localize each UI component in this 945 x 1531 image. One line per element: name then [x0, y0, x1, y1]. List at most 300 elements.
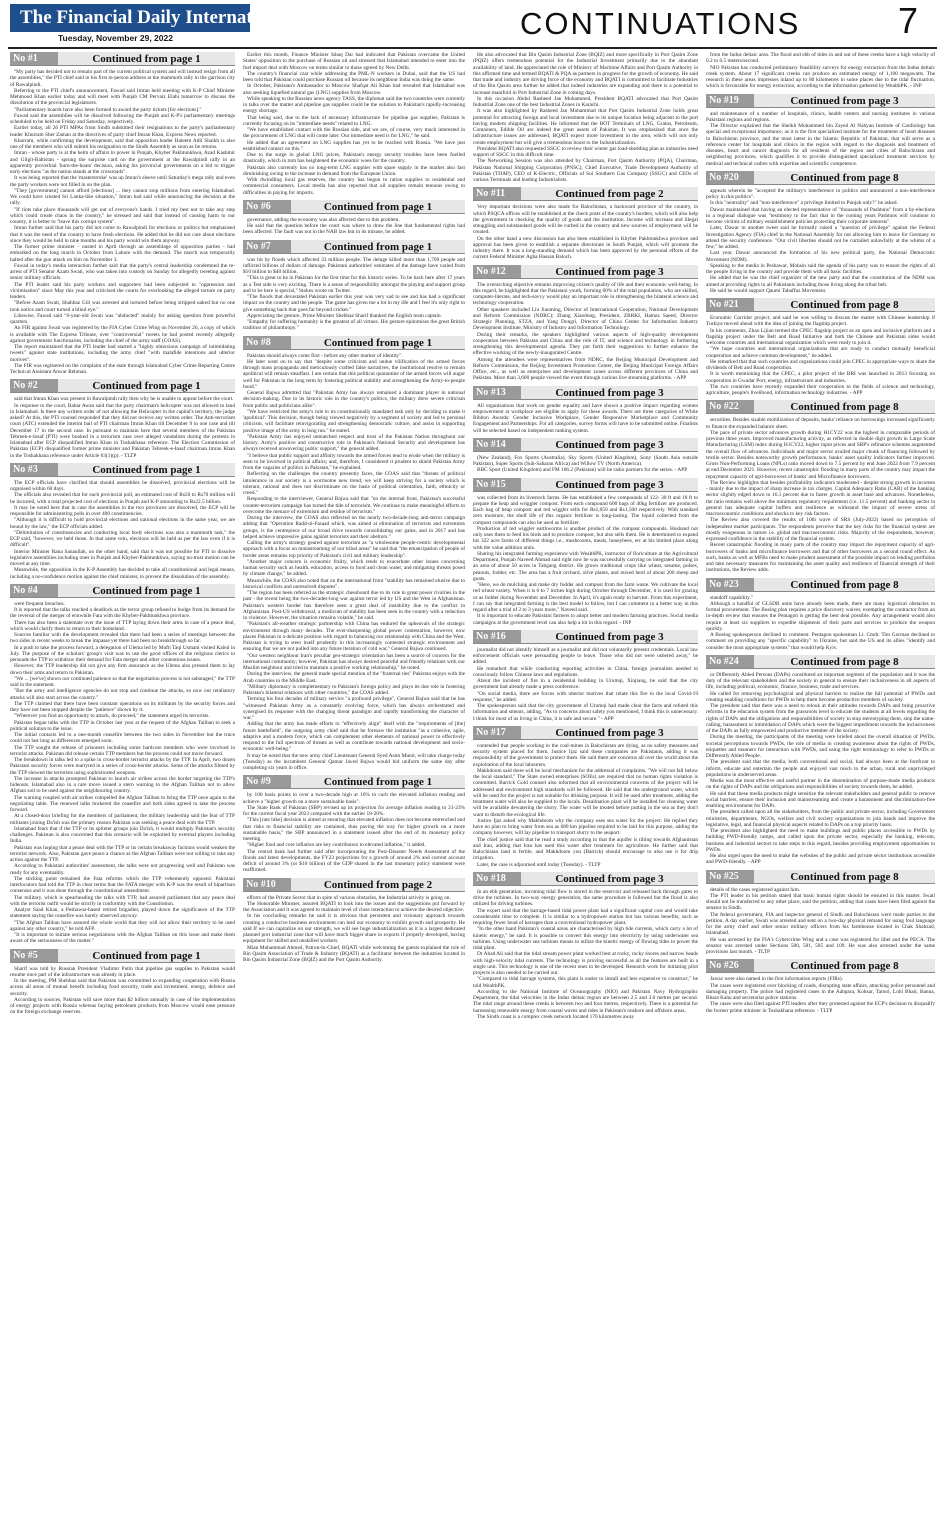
paragraph: Imran further said that his party did not come to Rawalpindi for elections or politics but emphasised that it was the need of the country to have fresh elections. He added that he did not care about elections since they would be held in nine months and his party would win them anyway.: [10, 225, 235, 244]
paragraph: "We have established contact with the Russian side, and we are, of course, very much interested in the procurement of LNG that will come later. Our immediate need is for LNG," he said.: [243, 127, 465, 140]
article-body: [243, 52, 465, 196]
paragraph: The Review highlights that besides profitability indicators moderated - despite strong growth in incomes - mainly due to the impact of sharp increase in tax charges. Capital Adequacy Ratio (CAR) of the banking sector slightly edged down to 16.1 percent due to faster growth in asset base and advances. Nonetheless, the ratio remains well above the minimum regulatory requirement (i.e. 11.5 percent) and banking sector in general has adequate capital buffers and resilience as withstand the impact of severe stress of macroeconomic conditions and shocks to key risk factors.: [706, 479, 935, 517]
paragraph: The Networking Session was also attended by Chairman, Port Qasim Authority (PQA), Chairman, Pakistan National Shipping Corporation (PNSC), Chief Executive, Trade Development Authority of Pakistan (TDAP), CEO of K-Electric, Officials of Sui Southern Gas Company (SSGC) and CEOs of various Terminals and leading Industrialists.: [473, 158, 698, 183]
paragraph: securities. Besides sizable mobilization of deposits, banks' reliance on borrowings increased significantly to finance the expanded balance sheet.: [706, 417, 935, 430]
article-body: [473, 52, 698, 183]
continued-from-label: Continued from page 1: [58, 463, 235, 476]
article-number: No #5: [10, 949, 58, 962]
paragraph: He said he would support Qaumi Tahaffuz Movement.: [710, 287, 827, 294]
article-header: [243, 240, 465, 254]
paragraph: The military, which is spearheading the talks with TTP, had assured parliament that any peace deal with the terrorist outfit would be strictly in conformity with the Constitution.: [10, 894, 235, 907]
paragraph: He remarked that that such countries and organizations could join CPEC in appropriate ways to share the dividends of Belt and Road cooperation.: [706, 358, 935, 371]
paragraph: In his comments, Zhao Lijian termed the CPEC flagship project as an open and inclusive platform and a flagship project under the Belt and Road Initiative and both the Chinese and Pakistani sides would welcome countries and international organization which were ready to join it.: [706, 327, 935, 346]
paragraph: The pace of private sector advances growth during H1CY22 was the highest in comparable periods of previous three years. Improved manufacturing activity, as reflected in double digit growth in Large Scale Manufacturing (LSM) index during H1CY22, higher input prices and SBP's refinance schemes augmented the overall flow of advances. Individuals and major sector availed major chunk of financing followed by textile sector. Besides noteworthy growth performance, banks' asset quality indicators further improved. Gross Non-Performing Loans (NPLs) ratio moved down to 7.5 percent by end June 2022 from 7.9 percent at end December 2021. However, recent catastrophic flooding in many parts of the country may impact the repayment capacity of agri-borrowers of banks' and Microfinance borrowers.: [706, 429, 935, 480]
article: [243, 240, 465, 332]
article-number: No #16: [473, 630, 521, 643]
article-number: No #22: [706, 400, 754, 413]
paragraph: "Compared to tidal barrage systems, this plant is easier to install and less expensive to construct," he told WealthPK.: [473, 976, 698, 989]
article-number: No #11: [473, 187, 521, 200]
article-header: [243, 336, 465, 350]
paragraph: It was also highlighted by Rasheed Jan Mohammad that Port Qasim Industrial Zone holds great potential for attracting foreign and local investment due to its unique location being adjacent to the port having modern shipping facilities. He informed that the BOT Terminals of LNG, Grains, Petroleum, Containers, Edible Oil are indeed the great assets of Pakistan. It was emphasized that once the infrastructure issues are addressed, BQATI expect more investment in the area, which will not only create employment but will give a tremendous boost to the Industrialization.: [473, 108, 698, 146]
article-header: [243, 200, 465, 214]
paragraph: It was being reported that the 'masterstroke' was up Imran's sleeve until Saturday's mega rally and even the party workers were not filled in on the plan.: [10, 175, 235, 188]
continued-from-label: Continued from page 2: [521, 187, 698, 200]
continued-from-label: Continued from page 8: [754, 578, 935, 591]
paragraph: "But the army and intelligence agencies do not stop and continue the attacks, so now our retaliatory attacks will also start across the country.": [10, 688, 235, 701]
paragraph: "In the other hand Pakistan's coastal areas are characterised by high tide currents, which carry a lot of kinetic energy," he said. It is possible to convert this energy into electricity by using underwater sea turbines. Using underwater sea turbines means to utilize the kinetic energy of flowing tides to power the tidal plant.: [473, 926, 698, 951]
paragraph: The ECP officials have clarified that should assemblies be dissolved, provincial elections will be organised within 60 days.: [10, 479, 235, 492]
paragraph: The FIR was registered on the complaint of the state through Islamabad Cyber Crime Reporting Centre Technical Assistant Anwar Rehman.: [10, 362, 235, 375]
article-body: [473, 455, 698, 474]
paragraph: Imran - whose party is at the helm of affairs in power in Punjab, Khyber Pakhtunkhwa, Azad Kashmir and Gilgit-Baltistan - sprung the surprise card on the government at the Rawalpindi rally in an apparently proverbial 'burn-the-boats' decision, asking his provincial governments on a bid to trigger early elections "as the nation stands at the crossroads".: [10, 150, 235, 175]
paragraph: Later, the case is adjourned until today (Tuesday). - TLTP: [477, 861, 601, 868]
paragraph: Is this "neutrality" and "non-interference" a privilege limited to Punjab only?" he asked.: [710, 200, 898, 207]
paragraph: governance, adding the economy was also affected due to this problem.: [247, 216, 400, 223]
paragraph: All organisations that work on gender equality and have shown a positive impact regarding women empowerment at workplace are eligible to apply for these awards. There are three categories of White Ribbon Awards: Gender Inclusive Workplace, Gender Responsive Marketplace and Community Engagement and Partnerships. For all categories, survey forms will have to be submitted online. Finalists will be selected based on independent ranking system.: [473, 402, 698, 434]
paragraph: In an ebb generation, incoming tidal flow is stored in the reservoir and released back through gates to drive the turbines. In two-way energy generation, the same procedure is followed but the flood is also utilized for driving turbines.: [473, 888, 698, 908]
article-number: No #4: [10, 584, 58, 597]
paragraph: Fawad said the assemblies will be dissolved following the Punjab and K-P's parliamentary meetings scheduled to be held on Friday and Saturday, respectively.: [10, 112, 235, 125]
paragraph: Pakistan was hoping that a peace deal with the TTP or its certain breakaway factions would weaken the terrorist network. Also, Pakistan gave peace a chance as the Afghan Taliban were not willing to take any action against the TTP.: [10, 844, 235, 863]
continued-from-label: Continued from page 3: [521, 726, 698, 739]
paragraph: He added that an agreement on LNG supplies has yet to be reached with Russia. "We have just established contact on this.": [243, 139, 465, 152]
paragraph: Islamabad fears that if the TTP or its splinter groups join Da'ish, it would multiply Pakistan's security challenges. Pakistan is also concerned that this scenario will be exploited by external players including India.: [10, 825, 235, 845]
article: [706, 52, 935, 90]
paragraph: The sticking point remained the Fata reforms which the TTP vehemently opposed. Pakistani interlocutors had told the TTP in clear terms that the FATA merger with K-P was the result of bipartisan consensus and it was done through the constitutional amendment.: [10, 875, 235, 895]
paragraph: "They [government] cannot afford [elections] ... they cannot stop millions from entering Islamabad. We could have created Sri Lanka-like situation," Imran had said while announcing the decision at the rally.: [10, 187, 235, 207]
continued-from-label: Continued from page 3: [521, 386, 698, 399]
issue-date: Tuesday, November 29, 2022: [58, 33, 173, 43]
paragraph: The two countries have recently expanded their cooperation to the fields of science and technology, agriculture, people's livelihood, information technology industries. - APP: [706, 383, 935, 396]
paragraph: Earlier today, all 26 PTI MPAs from Sindh submitted their resignations to the party's parliamentary leader Khurram Sher Zaman at the directives of party chief Imran Khan, Express News reported.: [10, 125, 235, 138]
article-header: [473, 630, 698, 644]
paragraph: "If riots take place thousands will get out of everyone's hands. I tried my best not to take any step which could create chaos in the country," he stressed and said that instead of causing harm to our country, it is better to "leave this corrupt system".: [10, 206, 235, 225]
article: [706, 400, 935, 573]
paragraph: Pakistan should always come first - before any other marker of identity".: [247, 352, 403, 359]
article-number: No #26: [706, 959, 754, 972]
paragraph: The increase in attacks prompted Pakistan to launch air strikes across the border targeting the TTP's hideouts. Islamabad also in a rare move issued a stern warning to the Afghan Taliban not to allow Afghan soil to be used against the neighbouring country.: [10, 775, 235, 795]
article-header: [706, 870, 935, 884]
article: [706, 171, 935, 294]
paragraph: The officials also revealed that for each provincial poll, an estimated cost of Rs50 to Rs70 million will be incurred, with a total projected cost of elections in Punjab and K-P amounting to Rs22.5 billion.: [10, 492, 235, 505]
page-number: 7: [898, 0, 919, 41]
paragraph: The Honorable Minister, assured BQATI to look into the issues and the suggestions put forward by the Association and it was agreed to maintain level of close interaction to achieve the desired objective.: [243, 900, 465, 913]
article-body: [10, 480, 235, 580]
paragraph: "It is important to initiate serious negotiations with the Afghan Taliban on this issue and make them aware of the seriousness of the matter.": [10, 932, 235, 945]
paragraph: Economic Corridor project, and said he was willing to discuss the matter with Chinese leadership if Turkiye moved ahead with the idea of joining the flagship project.: [706, 315, 935, 328]
article-header: [706, 655, 935, 669]
continued-from-label: Continued from page 1: [58, 379, 235, 392]
continued-from-label: Continued from page 1: [58, 949, 235, 962]
paragraph: Justice Ijaz asked why Makhdoom why the company uses sea water for the project. He replied they have no plan to bring water from sea as 680 km pipeline required to be laid for this purpose, adding the company however, will lay pipeline to transport slurry to the seaport.: [473, 817, 698, 837]
continued-from-label: Continued from page 8: [754, 655, 935, 668]
paragraph: The overarching objective remains improving citizen's quality of life and their economic well-being. In this regard, he highlighted that the Pakistani youth, forming 60% of the total population, who are skilled, computer-literate, and tech-savvy would play an important role in strengthening the bilateral science and technology cooperation.: [473, 281, 698, 307]
article-header: [706, 400, 935, 414]
paragraph: "Parliamentary boards have also been formed to award the party tickets [for elections].": [14, 106, 202, 113]
paragraph: The chief justice said that he read a study according to that the aquifer is tilting towards Afghanistan and Iran, adding that Iran has used this water after treatment for agriculture. He further said that Balochistan land is fertile, and Makhdoom you (Barrick) should encourage to also use it for drip irrigation.: [473, 836, 698, 862]
article-body: [243, 792, 465, 873]
paragraph: In the meeting, PM Shehbaz said that Pakistan was committed to expanding cooperation with Russia across all areas of mutual benefit including food security, trade and investment, energy, defence and security.: [10, 978, 235, 997]
paragraph: "Although it is difficult to hold provincial elections and national elections in the same year, we are bound by the law," the ECP officials added.: [10, 517, 235, 530]
paragraph: said that Imran Khan was present in Rawalpindi rally then why he is unable to appear before the court.: [14, 396, 234, 403]
paragraph: It is worth mentioning that the CPEC, a pilot project of the BRI was launched in 2013 focusing on cooperation in Gwadar Port, energy, infrastructure and industries.: [706, 371, 935, 384]
paragraph: Although a handful of GLSDB units have already been made, there are many logistical obstacles to formal procurement. The Boeing plan requires a price discovery waiver, exempting the contractor from an in-depth review that ensures the Pentagon is getting the best deal possible. Any arrangement would also require at least six suppliers to expedite shipments of their parts and services to produce the weapon quickly.: [706, 600, 935, 632]
article: [473, 386, 698, 434]
article-body: [473, 204, 698, 260]
paragraph: He said that the question before the court was where to draw the line that fundamental rights had been affected. The fault was not in the NAB law but in its misuse, he added.: [243, 223, 465, 236]
article-header: [473, 726, 698, 740]
article-body: [473, 403, 698, 434]
continued-from-label: Continued from page 2: [291, 878, 465, 891]
article: [10, 949, 235, 1016]
article-body: [706, 887, 935, 956]
paragraph: The TTP sought the release of prisoners including some hardcore members who were involved in terrorist attacks. Pakistan did release certain TTP members but the process could not move forward.: [10, 744, 235, 757]
paragraph: Dawar maintained that having an elected representative of "thousands of Pashtuns" from a by-elections to a regional dialogue was "testimony to the fact that in the coming years Pashtuns will continue to become victims of military establishment policies protecting their corporate interests".: [706, 206, 935, 225]
paragraph: was hit by floods which affected 33 million people. The deluge killed more than 1,700 people and inflicted billions of dollars of damage. Pakistani authorities' estimates of the damage have varied from $10 billion to $40 billion.: [243, 256, 465, 275]
paragraph: "We hope countries and international organizations that are ready to conduct mutually beneficial cooperation and achieve common development," he added.: [706, 346, 935, 359]
article-header: [706, 578, 935, 592]
paper-title: The Financial Daily International: [10, 4, 250, 32]
paragraph: Makhdoom said there will be local mechanism for the addressal of complaints. "We will not fall below the local standard." The State owned enterprises (SOEs) are required that no human rights violation is committed. Barrick Gold counsel also informed that all environmental concerns of the project will be addressed and environment high standards will be followed. He said that the underground water, which will be used for the project is not suitable for drinking purpose. It will be used after treatment, adding the treatment water will also be supplied to the locals. Desalination plant will be installed for cleaning water will be available dewatering the slurry. The water will be treated before putting in the sea as they don't want to disturb the ecological life.: [473, 767, 698, 818]
paragraph: He was arrested by the FIA's Cybercrime Wing and a case was registered for libel and the PECA. The senator was arrested under Sections 500, 501, 505 and 109. He was also arrested under the same provisions last month. - TLTP: [706, 936, 935, 955]
paragraph: from the Indus deltaic area. The flood and ebb of tides in and out of these creeks have a high velocity of 0.2 to 0.5 meters/second.: [706, 52, 935, 65]
article: [243, 336, 465, 772]
article-body: [473, 743, 698, 868]
paragraph: journalist did not identify himself as a journalist and did not voluntarily present credentials. Local law enforcement officials were persuading people to leave. Those who did not were ushered away," he added.: [473, 646, 698, 666]
paragraph: It is important to educate Pakistani farmers to adopt better and modern farming practices. Social media campaigns at the government level can also help a lot in this regard. - INP: [473, 613, 698, 626]
paragraph: "We have restricted the army's role to its constitutionally mandated task only by deciding to make it 'apolitical'. This decision, though being viewed negatively by a segment of society and led to personal criticism, will facilitate reinvigorating and strengthening democratic culture, and assist in supporting positive image of the army in long run." he stated.: [243, 408, 465, 434]
paragraph: Terming his four decades of military service "a profound privilege", General Bajwa said that he has "witnessed Pakistan Army as a constantly evolving force, which has always orchestrated and synergised its response with the changing threat paradigm and rapidly transforming the character of war.": [243, 696, 465, 721]
article: [10, 584, 235, 945]
paragraph: However, the TTP leadership did not give any firm assurance as the Ulema also pressed them to lay down their arms and return to Pakistan.: [10, 663, 235, 676]
paragraph: Meanwhile, the opposition in the K-P Assembly has decided to take all constitutional and legal means, including a no-confidence motion against the chief minister, to prevent the dissolution of the assembly.: [10, 567, 235, 580]
paragraph: An FIR against Swati was registered by the FIA Cyber Crime Wing on November 26, a copy of which is available with The Express Tribune, over "controversial" tweets he had posted recently allegedly against government functionaries, including the chief of the army staff (COAS).: [10, 325, 235, 344]
paragraph: According to the National Institute of Oceanography (NIO) and Pakistan Navy Hydrographic Department, the tidal velocities in the Indus deltaic region are between 2.5 and 3.0 metres per second. The tidal range around these creeks is between two and four metres, respectively. There is a potential for harnessing renewable energy from coastal waves and tides in Pakistan's onshore and offshore areas.: [473, 988, 698, 1014]
paragraph: Reflecting on the challenges the country presently faces, the COAS said that "threats of political intolerance in our society is a worrisome new trend; we will keep striving for a society which is tolerant, rational and does not discriminate on the basis of political orientation, faith, ethnicity or creed.": [243, 471, 465, 496]
article-number: No #25: [706, 870, 754, 883]
paragraph: That being said, due to the lack of necessary infrastructure for pipeline gas supplies, Pakistan is currently focusing on its "immediate needs" related to LNG.: [243, 114, 465, 127]
article-body: [10, 396, 235, 459]
paragraph: The Review also covered the results of 10th wave of SRS (July-2022) based on perception of independent market participants. The respondents perceive that the key risks for the financial system are mostly exogenous in nature i.e. global and macroeconomic risks. Majority of the respondents, however, expressed confidence in the stability of the financial system.: [706, 517, 935, 542]
article-number: No #9: [243, 775, 291, 788]
article-header: [10, 463, 235, 477]
paragraph: "Another major concern is economic frailty, which tends to exacerbate other issues concerning human security such as health, education, access to food and clean water, and mitigating threats posed by climate change," he added.: [243, 558, 465, 578]
paragraph: "The floods that devastated Pakistan earlier this year was very sad to see and has had a significant impact on the country and the people. The game has given me a lot in my life and I feel it's only right to give something back that goes far beyond cricket.": [243, 294, 465, 313]
article-number: No #18: [473, 872, 521, 885]
paragraph: Jawaz were also named in the first information reports (FIRs).: [710, 976, 843, 983]
paragraph: Last year, Dawar announced the formation of his new political party, the National Democratic Movement (NDM).: [706, 250, 935, 263]
article-header: [473, 265, 698, 279]
article-body: [706, 976, 935, 1014]
paragraph: were frequent breaches.: [14, 600, 65, 607]
continued-from-label: Continued from page 1: [291, 775, 465, 788]
paragraph: Sharing his integrated farming experience with WealthPK, instructor of floriculture at the Agricultural Department, Punjab Naveed Ahmad said right now he was successfully carrying on integrated farming in an area of about 50 acres in Tabgang district. He grows traditional crops like wheat, sesame, pulses, peanuts, fodder, etc. The area has a fruit orchard, olive plants, and mixed herd of about 200 sheep and goats.: [473, 550, 698, 582]
article-number: No #21: [706, 298, 754, 311]
paragraph: Due to the surge in global LNG prices, Pakistan's energy security troubles have been fuelled drastically, which in turn has heightened the economic woes for the country.: [243, 152, 465, 165]
paragraph: In October, Pakistan's Ambassador to Moscow Shafqat Ali Khan had revealed that Islamabad was also seeking liquefied natural gas (LNG) supplies from Moscow.: [243, 83, 465, 96]
paragraph: "Military diplomacy is complementary to Pakistan's foreign policy and plays its due role in fostering Pakistan's bilateral relations with other countries," the COAS added.: [243, 683, 465, 696]
article: [473, 265, 698, 382]
paragraph: Dr Ahad Ali said that the tidal stream power plant worked best at rocky, rocky shores and narrow heads with high-velocity tidal currents. The technology is proving successful as all the features are built in a single unit. This technology is one of the recent ones to be developed. Research work for initiating pilot projects is also needed to be carried out.: [473, 951, 698, 976]
paragraph: Fawad in today's media interaction further said that the party's central leadership condemned the re-arrest of PTI Senator Azam Swati, who was taken into custody on Sunday for allegedly tweeting against senior military officials.: [10, 262, 235, 282]
paragraph: Pakistan also currently has no long-term LNG supplier with spare supply in the market also fast diminishing owing to the increase in demand from the European Union.: [243, 164, 465, 177]
column-3: [473, 52, 698, 1527]
paragraph: Among the attendees were representatives from NDRC, the Beijing Municipal Development and Reform Commission, the Beijing Investment Promotion Center, the Beijing Municipal Foreign Affairs Office, etc., as well as enterprises and development zones across different provinces of China and Pakistan. More than 3,600 people viewed the event through various live streaming platforms. - APP: [473, 356, 698, 382]
article-number: No #14: [473, 438, 521, 451]
article: [243, 52, 465, 196]
article-number: No #7: [243, 240, 291, 253]
article-body: [473, 495, 698, 626]
paragraph: The cases were registered over blocking of roads, disrupting state affairs, attacking police personnel and damaging property. The police had registered cases in the Aabpara, Kohsar, Tarnol, Lohi Bhair, Banna, Bhara Kahu and secretariat police stations.: [706, 982, 935, 1001]
paragraph: The Sindh coast is a complex creek network located 170 kilometres away: [477, 1013, 635, 1020]
paragraph: The president called upon all the stakeholders, from the public and private sector, including Government ministries, departments, NGOs, welfare and civil society organizations to join hands and improve the legislative, legal, and financial physical aspects related to DAPs on a top priority basis.: [706, 809, 935, 828]
paragraph: "The Afghan Taliban have assured the whole world that they will not allow their territory to be used against any other country," he told AFP.: [10, 919, 235, 932]
article: [473, 52, 698, 183]
paragraph: The PTI leader said his party workers and supporters had been subjected to "oppression and victimisation" since May this year and criticised the courts for overlooking the alleged torture on party leaders.: [10, 281, 235, 300]
section-title: CONTINUATIONS: [520, 6, 801, 41]
continued-from-label: Continued from page 3: [521, 630, 698, 643]
paragraph: details of the cases registered against him.: [710, 886, 801, 893]
article-body: [706, 188, 935, 294]
article-header: [473, 478, 698, 492]
article-header: [473, 386, 698, 400]
article: [706, 870, 935, 956]
paragraph: He said that these media products might sensitize the relevant stakeholders and general public to remove social barriers, ensure their inclusion and mainstreaming and create a harassment and discrimination-free enabling environment for DAPs.: [706, 790, 935, 809]
continued-from-label: Continued from page 3: [521, 265, 698, 278]
paragraph: "We ... [we've] shown our continued patience so that the negotiation process is not sabotaged," the TTP said in the statement.: [10, 675, 235, 688]
article: [10, 379, 235, 459]
continued-from-label: Continued from page 1: [291, 200, 465, 213]
paragraph: Calling the army's strategy geared against terrorism as "a wholesome people-centric developmental approach with a focus on mainstreaming of our tribal areas" he said that "the emancipation of people of border areas remains top priority of Pakistan's civil and military leadership".: [243, 540, 465, 559]
paragraph: and maintenance of a number of hospitals, clinics, health centers and nursing institutes in various Pakistani regions and regions.: [706, 110, 935, 123]
article-body: [10, 966, 235, 1016]
paragraph: or Differently Abled Persons (DAPs) constituted an important segment of the population and it was the duty of the relevant stakeholders and the society in general to ensure their inclusiveness in all aspects of life, including political, economic, finance, business, trade and services.: [706, 671, 935, 691]
paragraph: The breakdown in talks led to a spike in cross-border terrorist attacks by the TTP. In April, two dozen Pakistani security forces were martyred in a series of cross-border attacks. Some of the attacks filmed by the TTP showed the terrorists using sophisticated weapons.: [10, 757, 235, 776]
paragraph: Later, Dawar in another tweet said he formally raised a "question of privilege" against the Federal Investigation Agency (FIA) chief in the National Assembly for not allowing him to leave for Germany to attend the security conference. "Our civil liberties should not be curtailed unlawfully at the whims of a few," he added.: [706, 225, 935, 250]
paragraph: There has also been a stalemate over the issue of TTP laying down their arms in case of a peace deal, which would clarify them to return to their homeland.: [10, 619, 235, 632]
article-body: [10, 601, 235, 945]
paragraph: It may be noted here that in case the assemblies in the two provinces are dissolved, the ECP will be responsible for administering polls in over 400 constituencies.: [10, 504, 235, 517]
paragraph: It is reported that the talks reached a deadlock as the terror group refused to budge from its demand for the reversal of the merger of erstwhile Fata with the Khyber-Pakhtunkhwa province.: [10, 607, 235, 620]
paragraph: standoff capability.": [710, 594, 753, 601]
paragraph: He also advocated that Bin Qasim Industrial Zone (BQIZ) and more specifically in Port Qasim Zone (PQIZ) offers tremendous potential for the Industrial Investment primarily due to the abundant availability of land. He appreciated the role of Ministry of Maritime Affairs and Port Qasim Authority in this affirmed time and termed BQATI & PQA as partners in progress for the growth of economy. He said that trade and industry are driving force of the economy and BQATI is committed to facilitate Industries of the Bin Qasim area further he added that indeed industries are expanding and there is a potential to increase manifold in Port Industrial Zone in coming days.: [473, 52, 698, 96]
paragraph: Speaking to the media in Peshawar, Mohsin said the agenda of his party was to ensure the rights of all the people living in the country and provide them with all basic facilities.: [706, 262, 935, 275]
paragraph: According to sources, Pakistan will save more than $2 billion annually in case of the implementation of energy projects with Russia whereas buying petroleum products from Moscow would ease pressure on the foreign exchange reserves.: [10, 996, 235, 1016]
paragraph: Likewise, Fawad said "6-year-old Swati was "abducted" mainly for asking question from powerful quarters.: [10, 312, 235, 325]
paragraph: While speaking to the Russian news agency TASS, the diplomat said the two countries were currently in talks over the matter and pipeline gas supplies could be the solution to Pakistan's rapidly-increasing energy shortage.: [243, 95, 465, 115]
paragraph: Khurram, while confirming the development, said that opposition leader Haleem Adil Shaikh is also one of the members who will submit his resignation to the Sindh Assembly as soon as he returns.: [10, 137, 235, 150]
article-body: [10, 69, 235, 375]
article-body: [706, 52, 935, 90]
masthead-rule: [8, 47, 937, 49]
paragraph: General Bajwa admitted that "Pakistan Army has always remained a dominant player in national decision-making. Due to its historic role in the country's politics, the military drew severe criticism from public and politicians alike".: [243, 390, 465, 409]
article: [706, 298, 935, 396]
paragraph: "My party has decided not to remain part of the current political system and will instead resign from all the assemblies," the PTI chief said in his first in-person address at the mammoth rally in the garrison city of Rawalpindi.: [10, 69, 235, 88]
article: [473, 187, 698, 260]
article-body: [473, 282, 698, 382]
article-body: [706, 417, 935, 573]
article-header: [473, 438, 698, 452]
paragraph: Sharif was told by Russian President Vladimir Putin that pipeline gas supplies to Pakistan would resume once part of the infrastructure was already in place.: [10, 965, 235, 978]
article-header: [706, 298, 935, 312]
continued-from-label: Continued from page 1: [58, 52, 235, 65]
paragraph: Adding that the army has made efforts to "effectively align" itself with the "requirements of [the] future battlefield", the outgoing army chief said that he foresaw the institution "as a cohesive, agile, adaptive and a modern force, which can complement other elements of national power to effectively respond to the full spectrum of threats as well as contribute towards national development and socio-economic well-being.": [243, 721, 465, 753]
paragraph: The spokesperson said that the city government of Urumqi had made clear the facts and refuted this information and smears, adding, "As to concerns about safety you mentioned, I think this is unnecessary. I think for most of us living in China, it is safe and secure." - APP: [473, 703, 698, 722]
column-4: [706, 52, 935, 1527]
article-number: No #10: [243, 878, 291, 891]
article-header: [10, 379, 235, 393]
continued-from-label: Continued from page 3: [521, 478, 698, 491]
paragraph: NIO Pakistan has conducted preliminary feasibility surveys for energy extraction from the Indus deltaic creek system. About 17 significant creeks can produce an estimated energy of 1,100 megawatts. The research in these areas impresses inland up to 80 kilometres in some places due to the tidal fluctuation, which is favourable for energy extraction, according to the information gathered by WealthPK. - INP: [706, 64, 935, 90]
paragraph: "This [rate hike] decision is aimed at ensuring that elevated inflation does not become entrenched and that risks to financial stability are contained, thus paving the way for higher growth on a more sustainable basis," the SBP announced in a statement issued after the end of its monetary policy meeting.: [243, 817, 465, 842]
article-header: [473, 187, 698, 201]
paragraph: "Here, we do mulching and make dry fodder and compost from the farm waste. We cultivate the local red wheat variety. When it is 6 to 7 inches high during October through December, it is used for grazing or as fodder during November and December. In April, it's again ready to harvest. From this experiment, I can say that integrated farming is the best model to follow, but I can comment in a better way in this regard after a trial of 2 to 3 years more," Naveed said.: [473, 582, 698, 613]
paragraph: The former prime minister - ousted in April through an assemblage of opposition parties - had embarked on the long march in October from Lahore with the demand. The march was temporarily halted after the gun attack on him on November 3.: [10, 244, 235, 263]
paragraph: Appreciating the gesture, Prime Minister Shehbaz Sharif thanked the English team captain.: [247, 312, 442, 319]
article-header: [10, 949, 235, 963]
paragraph: Sources familiar with the development revealed that there had been a series of meetings between the two sides in recent weeks to break the impasse yet there had been no breakthrough so far.: [10, 632, 235, 645]
article-header: [10, 52, 235, 66]
paragraph: At a closed-door briefing for the members of parliament, the military leadership said the fear of TTP militants joining Da'ish was the primary reason Pakistan was seeking a peace deal with the TTP.: [10, 813, 235, 826]
paragraph: Production of red wiggler earthworms is another product of the compost compounds. Husband not only uses them to feed his birds and to produce compost, but also sells them. He is determined to expand his 322 acre farms of different things i.e., mushrooms, meals, honeybees, etc at his limited place along with the value addition units.: [473, 525, 698, 551]
continued-from-label: Continued from page 8: [754, 171, 935, 184]
paragraph: The federal government, FIA and inspector general of Sindh and Balochistan were made parties to the petition. A day earlier, Swati was arrested and sent on a two-day physical remand for using foul language for the army chief and other senior military officers from his farmhouse located in Chak Shahzad, Islamabad.: [706, 911, 935, 937]
column-2: [243, 52, 465, 1527]
paragraph: He called for removing psychological and physical barriers to realize the full potential of PWDs and creating enabling conditions for PWDs to help them become productive members of society.: [706, 690, 935, 703]
paragraph: The expert said that the barrage-based tidal power plant had a significant capital cost and would take considerable time to complete. It is similar to a hydropower station but has various benefits, such as requiring fewer head of barrages than a conventional hydropower plant.: [473, 907, 698, 926]
paragraph: A Boeing spokesperson declined to comment. Pentagon spokesman Lt. Cmdr. Tim Gorman declined to comment on providing any "specific capability" to Ukraine, but said the US and its allies "identify and consider the most appropriate systems" that would help Kyiv.: [706, 632, 935, 651]
paragraph: According to Pakistani authorities' assessment, the talks were not progressing well and Pakistan was ready for any eventuality.: [10, 863, 235, 876]
paragraph: appeals wherein he "accepted the military's interference in politics and announced a non-interference policy in this politics".: [706, 187, 935, 200]
paragraph: During the meeting, the participants of the meeting were briefed about the overall situation of PWDs, societal perceptions towards PWDs, the role of media in creating awareness about the rights of PWDs, etiquettes and manners for interaction with PWDs, and using the right terminology to refer to PWDs or Differently Abled People.: [706, 734, 935, 759]
article-body: [706, 595, 935, 651]
paragraph: The PTI leader in his petition stated that basic human rights should be ensured in this matter. Swati should not be transferred to any other place, said the petition, adding that cases have been filed against the senator in Sindh.: [706, 892, 935, 912]
article: [243, 775, 465, 873]
article-body: [243, 353, 465, 772]
paragraph: The cases were also filed against PTI leaders after they protested against the ECP's decision to disqualify the former prime minister in Toshakhana reference. - TLTP: [706, 1001, 935, 1014]
paragraph: Other speakers included Liu Jianming, Director of International Cooperation, National Development and Reform Commission (NDRC); Zhang Xiaodong, President, ZBRKI, Hamza Saeed, Director Strategic Planning, STZA, and Yang Dongri, Director of China Center for Information Industry Development Institute, Ministry of Industry and Information Technology.: [473, 306, 698, 332]
article: [473, 726, 698, 868]
continued-from-label: Continued from page 8: [754, 400, 935, 413]
article-number: No #8: [243, 336, 291, 349]
article-header: [706, 171, 935, 185]
paragraph: With dwindling local gas reserves, the country has begun to ration supplies to residential and commercial consumers. Local media has also reported that oil supplies remain tenuous owing to difficulties in paying for imports.: [243, 177, 465, 196]
paragraph: During the interview, the general made special mention of the "fraternal ties" Pakistan enjoys with the Arab countries in the Middle East.: [243, 671, 465, 684]
paragraph: Mian Muhammad Ahmed, Patron-In-Chief, BQATI while welcoming the guests explained the role of Bin Qasim Association of Trade & Industry (BQATI) as a facilitator between the industries located in Bin Qasim Industrial Zone (BQIZ) and the Port Qasim Authority.: [243, 944, 465, 963]
article-number: No #6: [243, 200, 291, 213]
paragraph: "The region has been referred as the strategic chessboard due to its role in great power rivalries in the past - the recent being the two-decades-long war against terror led by US and the West in Afghanistan. Pakistan's western border has therefore seen a great deal of instability due to the conflict in Afghanistan. Post-US withdrawal, a modicum of stability has been seen in the country with a reduction in violence. However, the situation remains volatile," he said.: [243, 590, 465, 621]
paragraph: In his concluding remarks he said it is obvious that persistent and visionary approach towards creating a conducive business environment can lead our economy to exhibit growth and prosperity. He said If we can capitalize on our strength, we will see huge industrialization as it is a largest dedicated planned port industrial zone that will have much bigger share in exports if properly developed, having equipment for skilled and unskilled workers.: [243, 913, 465, 945]
paragraph: Analyst Saad Khan, a Peshawar-based retired brigadier, played down the significance of the TTP statement saying the ceasefire was barely observed anyway.: [10, 907, 235, 920]
paragraph: "I believe that public support and affinity towards the armed forces tend to erode when the military is seen to be involved in political affairs; and, therefore, I considered it prudent to shield Pakistan Army from the vagaries of politics in Pakistan," he explained.: [243, 452, 465, 471]
column-1: [10, 52, 235, 1527]
continued-from-label: Continued from page 8: [754, 959, 935, 972]
paragraph: Meanwhile, the COAS also noted that on the international front "stability has remained elusive due to historical conflicts and unresolved disputes".: [243, 577, 465, 590]
paragraph: The country's financial czar while addressing the PML-N workers in Dubai, said that the US had been told that Pakistan could purchase Russian oil because its neighbour India was doing the same.: [243, 70, 465, 83]
article-body: [706, 315, 935, 396]
article-number: No #17: [473, 726, 521, 739]
article: [243, 878, 465, 964]
continued-from-label: Continued from page 1: [58, 584, 235, 597]
article-number: No #12: [473, 265, 521, 278]
paragraph: He later went on to say that "despite some criticism and undue vilification of the armed forces through mass propaganda and meticulously crafted false narratives, the institutional resolve to remain apolitical will remain steadfast. I am certain that this political quarantine of the armed forces will augur well for Pakistan in the long term by fostering political stability and strengthening the Army-to-people bond.": [243, 358, 465, 390]
paragraph: In a push to take the process forward, a delegation of Ulema led by Mufti Taqi Usmani visited Kabul in July. The purpose of the scholars' group's visit was to use the good offices of the religious clerics to persuade the TTP to withdraw their demand for Fata merger and other contentious issues.: [10, 644, 235, 663]
article-body: [243, 257, 465, 332]
paragraph: BBC Sport (United Kingdom) and FM 106.2 (Pakistan) will be radio partners for the series. - APP: [477, 467, 688, 474]
article-number: No #23: [706, 578, 754, 591]
paragraph: The central bank had further said after incorporating the Post-Disaster Needs Assessment of the floods and latest developments, the FY23 projections for a growth of around 2% and current account deficit of around 3% (or $10 billion) of the GDP shared in the last monetary policy statement were reaffirmed.: [243, 848, 465, 874]
paragraph: Responding to the interviewer, General Bajwa said that "on the internal front, Pakistan's successful counter-terrorism campaign has turned the tide of terrorism. We continue to make meaningful efforts to overcome the menace of extremism and residue of terrorism.": [243, 496, 465, 515]
article-number: No #1: [10, 52, 58, 65]
paragraph: Interior Minister Rana Sanaullah, on the other hand, said that it was not possible for PTI to dissolve legislative assemblies including ones in Punjab and Khyber-Pakhtunkhwa, saying no-trust motion can be moved at any time.: [10, 548, 235, 567]
paragraph: "Pakistan's all-weather strategic partnership with China has endured the upheavals of the strategic environment through many decades. The ever-sharpening global power contestation, however, now places Pakistan in a delicate position with regard to balancing our relationship with China and the West. Pakistan is trying to steer itself prudently in this increasingly contested strategic environment and ensuring that we are not pulled into any future iteration of cold war," General Bajwa continued.: [243, 621, 465, 653]
continued-from-label: Continued from page 1: [291, 240, 465, 253]
paragraph: by 100 basis points to over a two-decade high at 16% to curb the elevated inflation reading and achieve a "higher growth on a more sustainable basis".: [243, 792, 465, 805]
paragraph: He also urged upon the need to make the websites of the public and private sector institutions accessible and PWD-friendly. - APP: [706, 853, 935, 866]
article-body: [473, 647, 698, 722]
article: [706, 94, 935, 167]
article: [10, 52, 235, 375]
continued-from-label: Continued from page 3: [754, 94, 935, 107]
article-number: No #24: [706, 655, 754, 668]
article-body: [473, 889, 698, 1020]
article-number: No #20: [706, 171, 754, 184]
article: [473, 872, 698, 1020]
article-header: [243, 775, 465, 789]
article-header: [706, 959, 935, 973]
paragraph: In response to the court, Babar Awan said that the party chairman's helicopter was not allowed to land in Islamabad. Is there any written order of not allowing the Helicopter in the capital's territory, the judge asked? At this, the PTI counsel responded that they did not receive any written order. The Anti-terrorism court (ATC) extended the interim bail of PTI chairman Imran Khan till December 9 in one case and till December 17 in the second case. In pursuant to maintain here that several members of the Pakistan Tehreek-e-Insaf (PTI) were booked in a terrorism case over alleged vandalism during the protests in Islamabad after ECP disqualified Imran Khan in Toshakhana reference. The Election Commission of Pakistan (ECP) disqualified former prime minister and Pakistan Tehreek-e-Insaf chairman Imran Khan in the Toshakhana reference under Article 63(1)(p). - TLTP: [10, 402, 235, 459]
paragraph: During the interview, the COAS also reflected on the nearly two-decade-long anti-terror campaign adding that "Operation Radd-ul-Fasaad which, was aimed at elimination of terrorists and extremists groups, is the centrepiece of our broad drive towards consolidating our gains, and in 2017 and has helped achieve impressive gains against terrorists and their abettors.": [243, 515, 465, 540]
paragraph: Pakistan began talks with the TTP in October last year at the request of the Afghan Taliban to seek a political solution to the issue.: [10, 719, 235, 732]
paragraph: In this occasion Abdul Rasheed Jan Mohammed, President BQATI advocated that Port Qasim Industrial Zone one of the best Industrial Zones in Karachi.: [473, 95, 698, 108]
article-number: No #19: [706, 94, 754, 107]
article-number: No #2: [10, 379, 58, 392]
article-number: No #13: [473, 386, 521, 399]
paragraph: The warning coupled with air strikes compelled the Afghan Taliban to bring the TTP once again to the negotiating table. The renewed talks brokered the ceasefire and both sides agreed to take the process forward.: [10, 794, 235, 813]
paragraph: The Director explained that the Sheikh Mohammed bin Zayed Al Nahyan Institute of Cardiology has special and exceptional importance, as it is the first specialized institute for the treatment of heart diseases in Balochistan province, and the most latest in the Islamic Republic of Pakistan, that will serve as a reference center for hospitals and clinics in the region with regard to the diagnosis and treatment of diseases, heart and cancer diagnosis for all residents of the region and cities of Balochistan and neighboring provinces, which qualifies it to provide distinguished specialized treatment services by medical and technical cadres with expertise and scientific competence.: [706, 123, 935, 167]
article-header: [473, 872, 698, 886]
paragraph: The TTP claimed that there have been constant operations on its militants by the security forces and they have not been stopped despite the "patience" shown by it.: [10, 700, 235, 713]
paragraph: "Higher food and core inflation are key contributors to elevated inflation," it added.: [247, 842, 426, 849]
paragraph: It may be noted that the new army chief Lieutenant General Syed Asim Munir, will take charge today (Tuesday) as the incumbent General Qamar Javed Bajwa would bid uniform the same day after completing six years in office.: [243, 752, 465, 771]
paragraph: The president said that there was a need to relook at their attitudes towards DAPs and bring proactive reforms in the education system from the grassroots level to educate the students at all levels regarding the rights of DAPs and the obligations and responsibilities of society to stop stereotyping them, stop the name-calling, harassment or intimidation of DAPs which were the biggest impediment towards the inclusiveness of the DAPs as fully empowered and productive member of the society.: [706, 703, 935, 734]
paragraph: The president said that the media, both conventional and social, had always been at the forefront to inform, educate and entertain the people and enjoyed vast reach to the urban, rural and unprivileged populations in underserved areas.: [706, 759, 935, 778]
paragraph: Media was the most effective and useful partner in the dissemination of purpose-made media products on the rights of DAPs and the obligations and responsibilities of society towards them, he added.: [706, 778, 935, 791]
paragraph: "Our western neighbour Iran's peculiar geo-strategic orientation has been a source of concern for the international community; however, Pakistan has always desired peaceful and friendly relations with our Muslim neighbour and tried to maintain a positive working relationship," he noted.: [243, 652, 465, 671]
article-body: [243, 217, 465, 236]
paragraph: During their remarks, the speakers highlighted various aspects of high-quality development cooperation between Pakistan and China and the role of IT, and science and technology in furthering strengthening this developmental agenda. They put forth their suggestions to further enhance the effective working of the newly-inaugurated Centre.: [473, 331, 698, 357]
paragraph: "This is great to be in Pakistan for the first time for this historic series. To be back here after 17 years as a Test side is very exciting. There is a sense of responsibility amongst the playing and support group and to be here is special," Stokes wrote on Twitter.: [243, 275, 465, 294]
continued-from-label: Continued from page 8: [754, 298, 935, 311]
article-header: [243, 878, 465, 892]
paragraph: President BQATI also requested SSGC to review their winter gas load-shedding plan as industries need support of SSGC in this difficult time.: [473, 145, 698, 158]
paragraph: Very important decisions were also made for Balochistan, a backward province of the country, in which PSQCA offices will be established at the check posts of the country's borders, which will also help the government in checking the quality of goods and the institution. Income will increase and illegal smuggling and substandard goods will be curbed in the country and new sources of employment will be created.: [473, 204, 698, 236]
paragraph: contended that people working in the coal-mines in Balochistan are dying, as no safety measures and security system placed for them. Justice Ijaz said these companies are Pakistanis, adding it was responsibility of the government to protect them. He said there are concerns all over the world about the exploitation of the local labourers.: [473, 742, 698, 768]
paragraph: The president also highlighted the need to make buildings and public places accessible to PWDs by building PWD-friendly ramps, and called upon the private sector, especially the banking, telecom, business and industrial sectors to take steps in this regard, besides providing employment opportunities to PWDs.: [706, 828, 935, 853]
article: [706, 959, 935, 1014]
article: [473, 478, 698, 626]
paragraph: "Delimitation of constituencies and conducting local body elections was also a mammoth task," the ECP said, "however, we held those. In that same vein, elections will be held as per the law even if it is difficult".: [10, 529, 235, 549]
article-number: No #3: [10, 463, 58, 476]
article-body: [243, 895, 465, 964]
article: [473, 630, 698, 722]
masthead: [0, 0, 945, 48]
paragraph: The initial contacts led to a one-month ceasefire between the two sides in November but the truce could not last long as differences emerged soon.: [10, 732, 235, 745]
article: [243, 200, 465, 236]
continued-from-label: Continued from page 1: [291, 336, 465, 349]
paragraph: He added that he was the chief organizer of the new party and that the constitution of the NDM was aimed at providing rights to all Pakistanis including those living along the tribal belt.: [706, 275, 935, 288]
paragraph: (New Zealand), Fox Sports (Australia), Sky Sports (United Kingdom), Sony (South Asia outside Pakistan), Super Sports (Sub-Saharan Africa) and Willow TV (North America).: [473, 454, 698, 467]
